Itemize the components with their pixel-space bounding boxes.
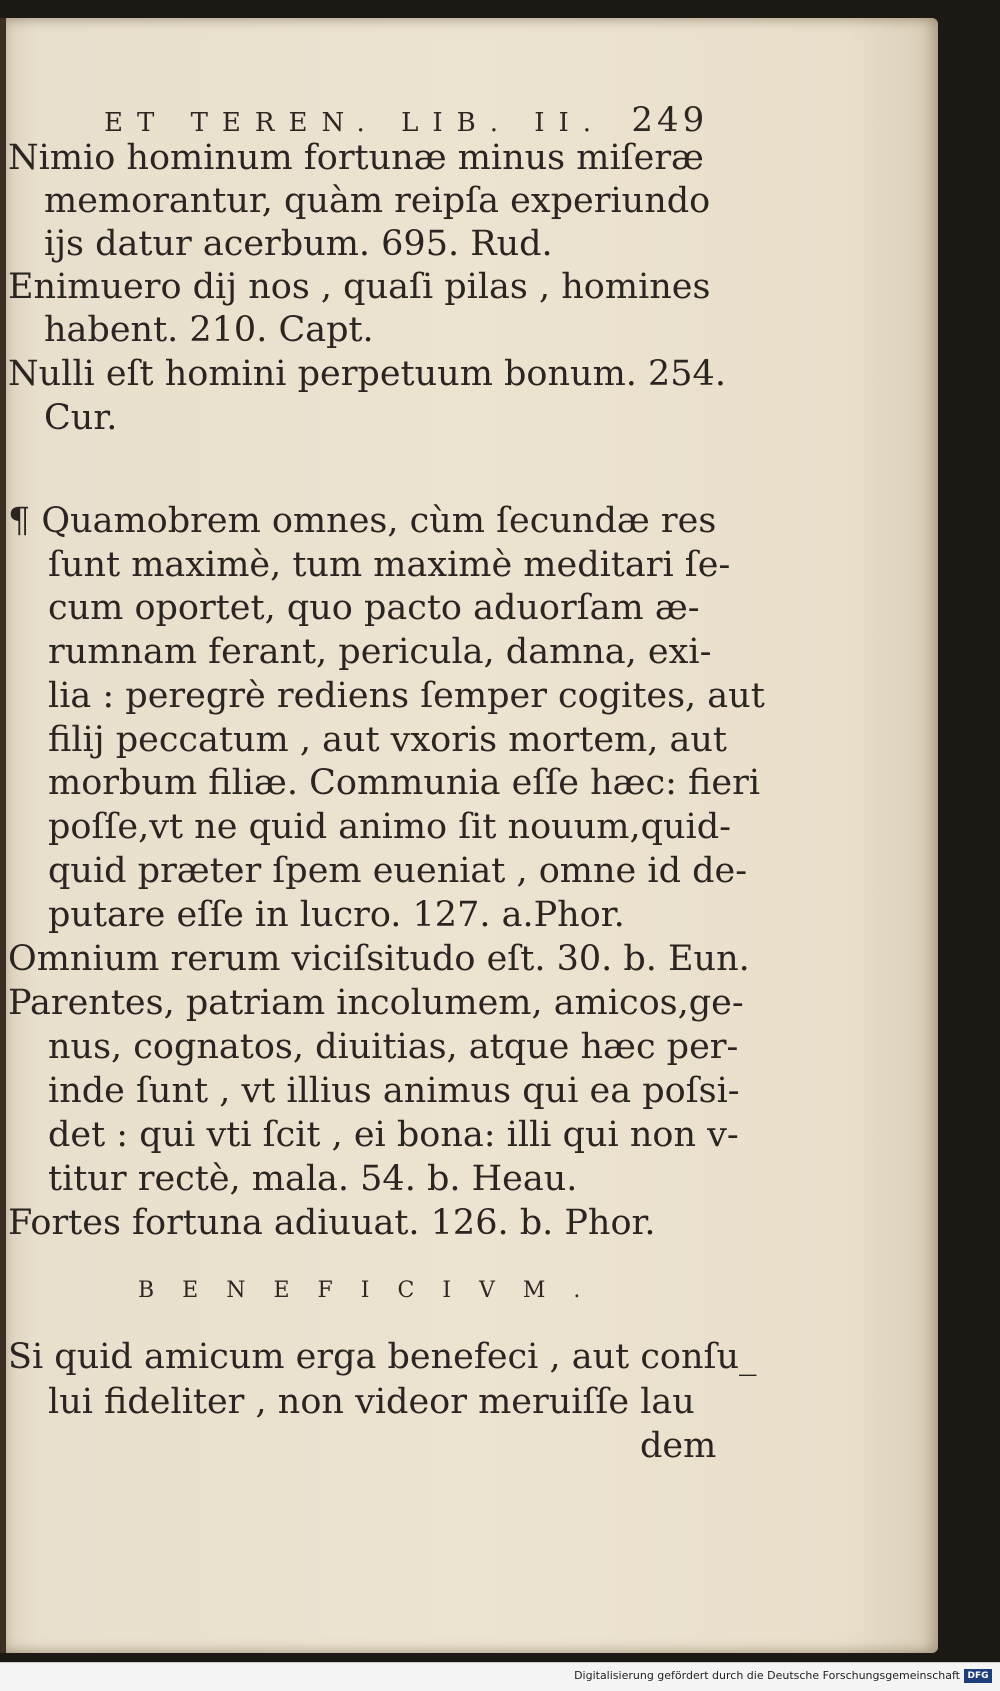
digitization-footer xyxy=(0,1662,1000,1691)
text-line: poſſe,vt ne quid animo ſit nouum,quid- xyxy=(48,807,731,847)
text-line: Fortes fortuna adiuuat. 126. b. Phor. xyxy=(8,1203,656,1243)
text-line: lui fideliter , non videor meruiſſe lau xyxy=(48,1382,695,1422)
text-line: memorantur, quàm reipſa experiundo xyxy=(44,181,711,221)
text-line: nus, cognatos, diuitias, atque hæc per- xyxy=(48,1027,739,1067)
text-line: inde ſunt , vt illius animus qui ea poſsi- xyxy=(48,1071,740,1111)
section-heading: BENEFICIVM. xyxy=(138,1278,609,1303)
text-line: titur rectè, mala. 54. b. Heau. xyxy=(48,1159,578,1199)
text-line: det : qui vti ſcit , ei bona: illi qui non v- xyxy=(48,1115,739,1155)
text-line: ijs datur acerbum. 695. Rud. xyxy=(44,224,553,264)
text-line: quid præter ſpem eueniat , omne id de- xyxy=(48,851,748,891)
text-line: cum oportet, quo pacto aduorſam æ- xyxy=(48,588,700,628)
catchword: dem xyxy=(640,1426,717,1466)
page-edge xyxy=(0,18,6,1653)
text-line: habent. 210. Capt. xyxy=(44,310,374,350)
text-line: morbum filiæ. Communia eſſe hæc: fieri xyxy=(48,763,761,803)
text-line: Nulli eſt homini perpetuum bonum. 254. xyxy=(8,354,726,394)
text-line: putare eſſe in lucro. 127. a.Phor. xyxy=(48,895,625,935)
text-line: filij peccatum , aut vxoris mortem, aut xyxy=(48,720,727,760)
dfg-logo-icon: DFG xyxy=(964,1669,992,1683)
running-title: ET TEREN. LIB. II. xyxy=(104,108,606,138)
running-header xyxy=(104,100,708,140)
text-line: Si quid amicum erga benefeci , aut conſu_ xyxy=(8,1337,757,1377)
text-line: ¶ Quamobrem omnes, cùm ſecundæ res xyxy=(8,501,717,541)
text-line: Omnium rerum viciſsitudo eſt. 30. b. Eun. xyxy=(8,939,750,979)
text-line: Parentes, patriam incolumem, amicos,ge- xyxy=(8,983,744,1023)
text-line: lia : peregrè rediens ſemper cogites, aut xyxy=(48,676,765,716)
funding-credit: Digitalisierung gefördert durch die Deutsche Forschungsgemeinschaft xyxy=(574,1669,960,1682)
text-line: Enimuero dij nos , quaſi pilas , homines xyxy=(8,267,711,307)
text-line: rumnam ferant, pericula, damna, exi- xyxy=(48,632,712,672)
text-line: ſunt maximè, tum maximè meditari ſe- xyxy=(48,545,731,585)
text-line: Cur. xyxy=(44,398,118,438)
page-number: 249 xyxy=(631,100,709,140)
text-line: Nimio hominum fortunæ minus miſeræ xyxy=(8,138,704,178)
